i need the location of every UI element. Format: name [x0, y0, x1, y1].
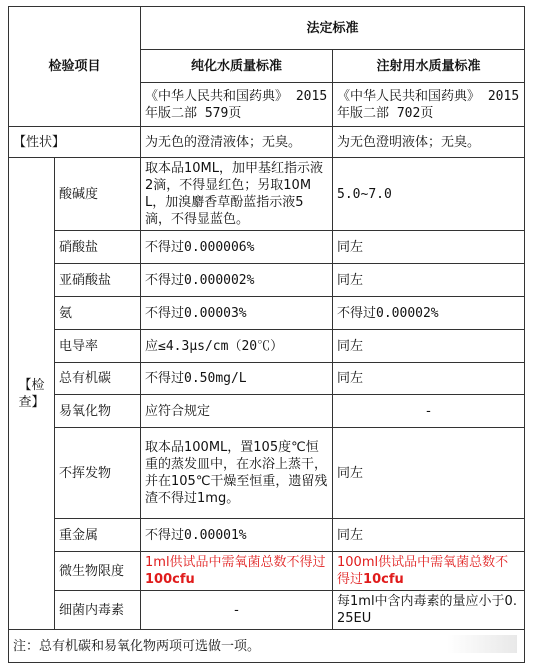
row-label-microbial: 微生物限度 [55, 552, 141, 591]
microbial-pure-text: 1ml供试品中需氧菌总数不得过 [145, 555, 326, 570]
row-label-ammonia: 氨 [55, 297, 141, 330]
conductivity-pure: 应≤4.3μs/cm（20℃） [141, 330, 333, 363]
header-item: 检验项目 [9, 7, 141, 127]
row-label-acidity: 酸碱度 [55, 158, 141, 231]
toc-inject: 同左 [333, 363, 525, 395]
nitrate-inject: 同左 [333, 231, 525, 264]
properties-inject: 为无色澄明液体；无臭。 [333, 127, 525, 158]
endotoxin-inject: 每1ml中含内毒素的量应小于0.25EU [333, 591, 525, 630]
row-label-endotoxin: 细菌内毒素 [55, 591, 141, 630]
oxidizable-inject: - [333, 395, 525, 428]
microbial-inject-text: 100ml供试品中需氧菌总数不得过 [337, 555, 509, 587]
row-label-properties: 【性状】 [9, 127, 141, 158]
footnote: 注：总有机碳和易氧化物两项可选做一项。 [9, 630, 525, 663]
ammonia-pure: 不得过0.00003% [141, 297, 333, 330]
oxidizable-pure: 应符合规定 [141, 395, 333, 428]
row-label-heavy-metal: 重金属 [55, 519, 141, 552]
reference-injection-water: 《中华人民共和国药典》 2015 年版二部 702页 [333, 83, 525, 127]
heavy-metal-inject: 同左 [333, 519, 525, 552]
conductivity-inject: 同左 [333, 330, 525, 363]
row-label-oxidizable: 易氧化物 [55, 395, 141, 428]
nitrite-inject: 同左 [333, 264, 525, 297]
endotoxin-pure: - [141, 591, 333, 630]
properties-pure: 为无色的澄清液体；无臭。 [141, 127, 333, 158]
microbial-inject-limit: 10cfu [363, 572, 404, 587]
watermark-fade [447, 635, 517, 653]
acidity-inject: 5.0~7.0 [333, 158, 525, 231]
heavy-metal-pure: 不得过0.00001% [141, 519, 333, 552]
nonvolatile-pure: 取本品100ML，置105度℃恒重的蒸发皿中，在水浴上蒸干，并在105℃干燥至恒重，遗留残渣不得过1mg。 [141, 428, 333, 519]
microbial-inject [333, 552, 525, 591]
toc-pure: 不得过0.50mg/L [141, 363, 333, 395]
row-label-nitrate: 硝酸盐 [55, 231, 141, 264]
row-label-nitrite: 亚硝酸盐 [55, 264, 141, 297]
ammonia-inject: 不得过0.00002% [333, 297, 525, 330]
microbial-pure-limit: 100cfu [145, 572, 195, 587]
header-injection-water: 注射用水质量标准 [333, 50, 525, 83]
water-standard-table [8, 6, 525, 663]
header-legal-standard: 法定标准 [141, 7, 525, 50]
group-label-check: 【检查】 [9, 158, 55, 630]
row-label-nonvolatile: 不挥发物 [55, 428, 141, 519]
acidity-pure: 取本品10ML，加甲基红指示液2滴，不得显红色；另取10ML，加溴麝香草酚蓝指示液5滴，不得显蓝色。 [141, 158, 333, 231]
header-pure-water: 纯化水质量标准 [141, 50, 333, 83]
nitrite-pure: 不得过0.000002% [141, 264, 333, 297]
reference-pure-water: 《中华人民共和国药典》 2015 年版二部 579页 [141, 83, 333, 127]
nitrate-pure: 不得过0.000006% [141, 231, 333, 264]
row-label-toc: 总有机碳 [55, 363, 141, 395]
row-label-conductivity: 电导率 [55, 330, 141, 363]
microbial-pure [141, 552, 333, 591]
nonvolatile-inject: 同左 [333, 428, 525, 519]
